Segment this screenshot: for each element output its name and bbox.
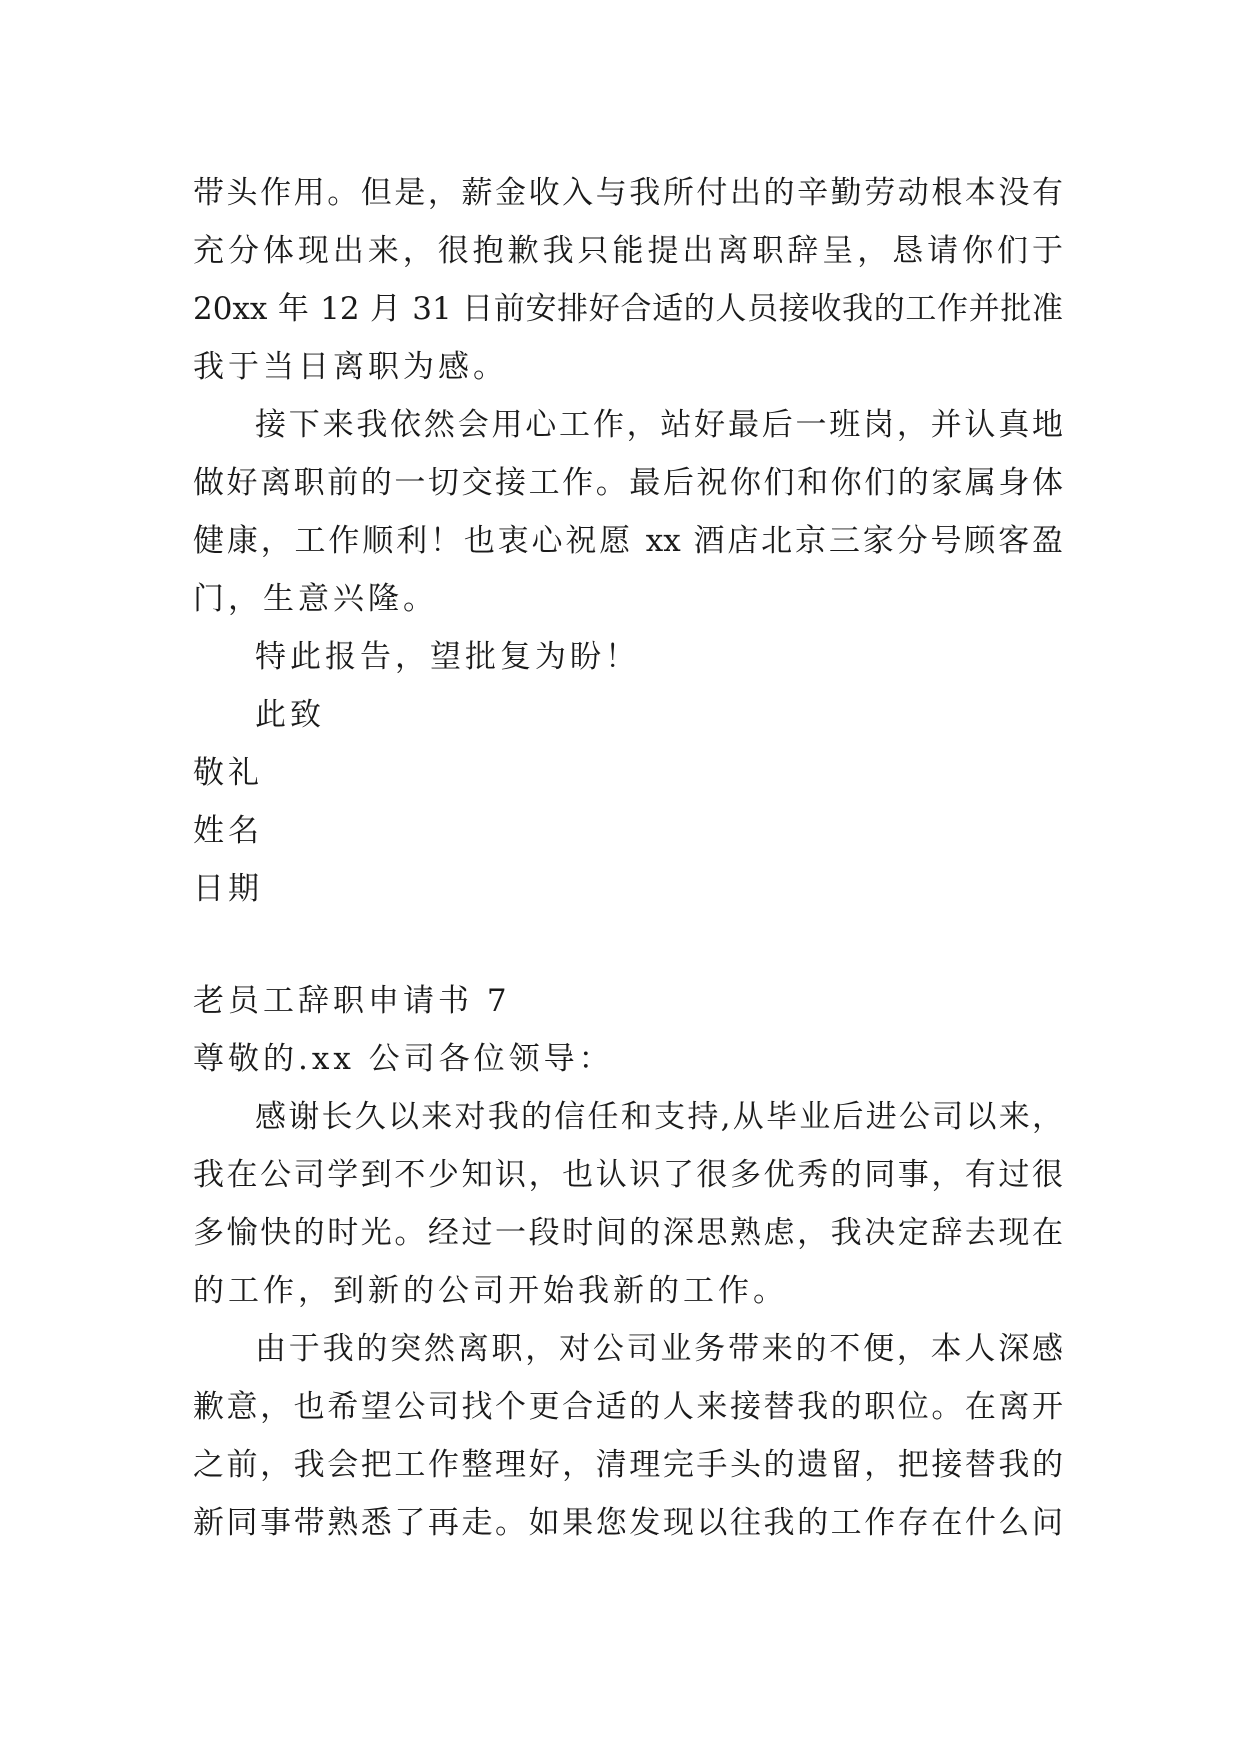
paragraph-line: 感谢长久以来对我的信任和支持,从毕业后进公司以来，: [255, 1099, 1063, 1135]
paragraph-line: 带头作用。但是，薪金收入与我所付出的辛勤劳动根本没有: [193, 175, 1063, 211]
closing-remark: 特此报告，望批复为盼！: [255, 639, 640, 675]
paragraph-line: 新同事带熟悉了再走。如果您发现以往我的工作存在什么问: [193, 1505, 1063, 1541]
paragraph-line: 门，生意兴隆。: [193, 581, 438, 617]
signature-date-line: 日期: [193, 871, 263, 907]
paragraph-line: 充分体现出来，很抱歉我只能提出离职辞呈，恳请你们于: [193, 233, 1063, 269]
paragraph-line: 多愉快的时光。经过一段时间的深思熟虑，我决定辞去现在: [193, 1215, 1063, 1251]
paragraph-line: 健康，工作顺利！也衷心祝愿 xx 酒店北京三家分号顾客盈: [193, 523, 1063, 559]
paragraph-line: 接下来我依然会用心工作，站好最后一班岗，并认真地: [255, 407, 1063, 443]
salutation-line: 此致: [255, 697, 325, 733]
paragraph-line: 歉意，也希望公司找个更合适的人来接替我的职位。在离开: [193, 1389, 1063, 1425]
paragraph-line: 做好离职前的一切交接工作。最后祝你们和你们的家属身体: [193, 465, 1063, 501]
paragraph-line: 我在公司学到不少知识，也认识了很多优秀的同事，有过很: [193, 1157, 1063, 1193]
signature-name-line: 姓名: [193, 813, 263, 849]
paragraph-line: 由于我的突然离职，对公司业务带来的不便，本人深感: [255, 1331, 1063, 1367]
salutation-line: 敬礼: [193, 755, 263, 791]
paragraph-line: 的工作，到新的公司开始我新的工作。: [193, 1273, 788, 1309]
section-title: 老员工辞职申请书 7: [193, 983, 511, 1019]
paragraph-line: 20xx 年 12 月 31 日前安排好合适的人员接收我的工作并批准: [193, 291, 1063, 327]
greeting-line: 尊敬的.xx 公司各位领导：: [193, 1041, 614, 1077]
paragraph-line: 我于当日离职为感。: [193, 349, 508, 385]
paragraph-line: 之前，我会把工作整理好，清理完手头的遗留，把接替我的: [193, 1447, 1063, 1483]
